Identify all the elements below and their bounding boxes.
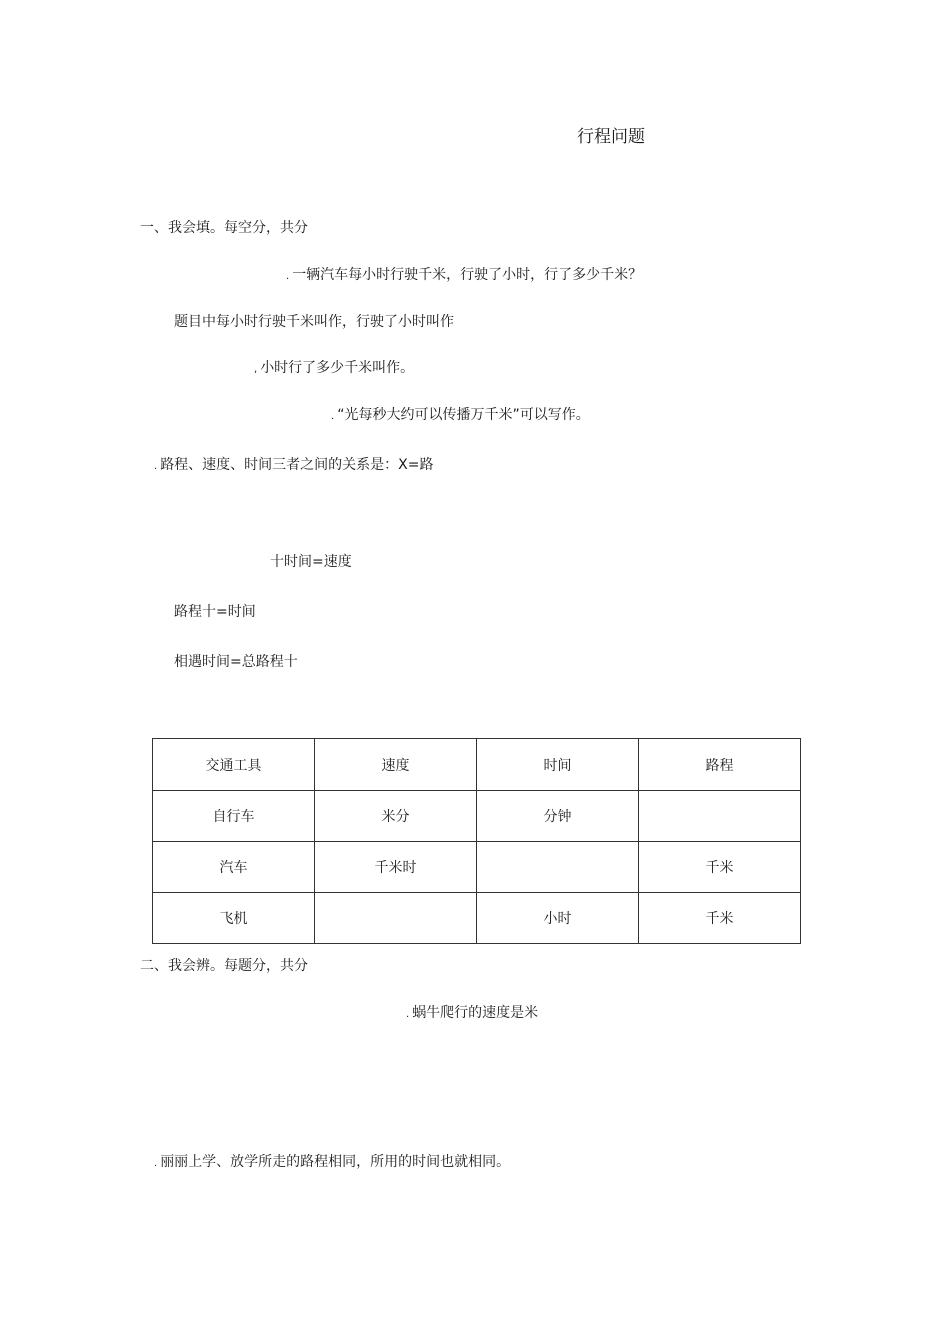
judge-question-2	[154, 1153, 510, 1173]
table-cell: 千米	[639, 842, 801, 893]
table-row	[153, 791, 801, 842]
judge-question-1	[406, 1004, 538, 1024]
table-header-row	[153, 739, 801, 791]
table-header-cell: 时间	[477, 739, 639, 791]
table-cell: 千米时	[315, 842, 477, 893]
table-cell	[315, 893, 477, 944]
question-3	[154, 456, 434, 476]
question-1-line-3-marker: ,	[254, 364, 258, 375]
table-cell: 米分	[315, 791, 477, 842]
section-1-heading: 一、我会填。每空分，共分	[140, 220, 308, 236]
table-cell	[639, 791, 801, 842]
judge-question-1-text: 蜗牛爬行的速度是米	[412, 1005, 539, 1021]
table-cell: 分钟	[477, 791, 639, 842]
question-1-line-3-text: 小时行了多少千米叫作。	[260, 360, 415, 376]
table-cell: 飞机	[153, 893, 315, 944]
question-1	[286, 266, 642, 286]
judge-question-2-text: 丽丽上学、放学所走的路程相同，所用的时间也就相同。	[160, 1154, 511, 1170]
judge-question-1-marker: .	[406, 1009, 410, 1020]
formula-time: 路程十=时间	[174, 604, 256, 620]
table-row	[153, 893, 801, 944]
question-1-text: 一辆汽车每小时行驶千米，行驶了小时，行了多少千米？	[292, 267, 643, 283]
formula-speed: 十时间=速度	[270, 554, 352, 570]
table-cell: 汽车	[153, 842, 315, 893]
table-header-cell: 速度	[315, 739, 477, 791]
question-2-text: “光每秒大约可以传播万千米”可以写作。	[337, 407, 590, 423]
table-cell: 自行车	[153, 791, 315, 842]
question-1-line-2: 题目中每小时行驶千米叫作，行驶了小时叫作	[174, 314, 454, 330]
question-3-marker: .	[154, 461, 158, 472]
question-1-marker: .	[286, 271, 290, 282]
question-2-marker: .	[331, 411, 335, 422]
table-header-cell: 交通工具	[153, 739, 315, 791]
page-title: 行程问题	[577, 127, 645, 147]
judge-question-2-marker: .	[154, 1158, 158, 1169]
table-header-cell: 路程	[639, 739, 801, 791]
table-row	[153, 842, 801, 893]
formula-meeting-time: 相遇时间=总路程十	[174, 654, 298, 670]
question-2	[331, 406, 590, 426]
section-2-heading: 二、我会辨。每题分，共分	[140, 958, 308, 974]
table-cell	[477, 842, 639, 893]
question-1-line-3	[254, 359, 414, 379]
question-3-text: 路程、速度、时间三者之间的关系是：X=路	[160, 457, 434, 473]
table-cell: 千米	[639, 893, 801, 944]
table-cell: 小时	[477, 893, 639, 944]
transport-table	[152, 738, 801, 944]
